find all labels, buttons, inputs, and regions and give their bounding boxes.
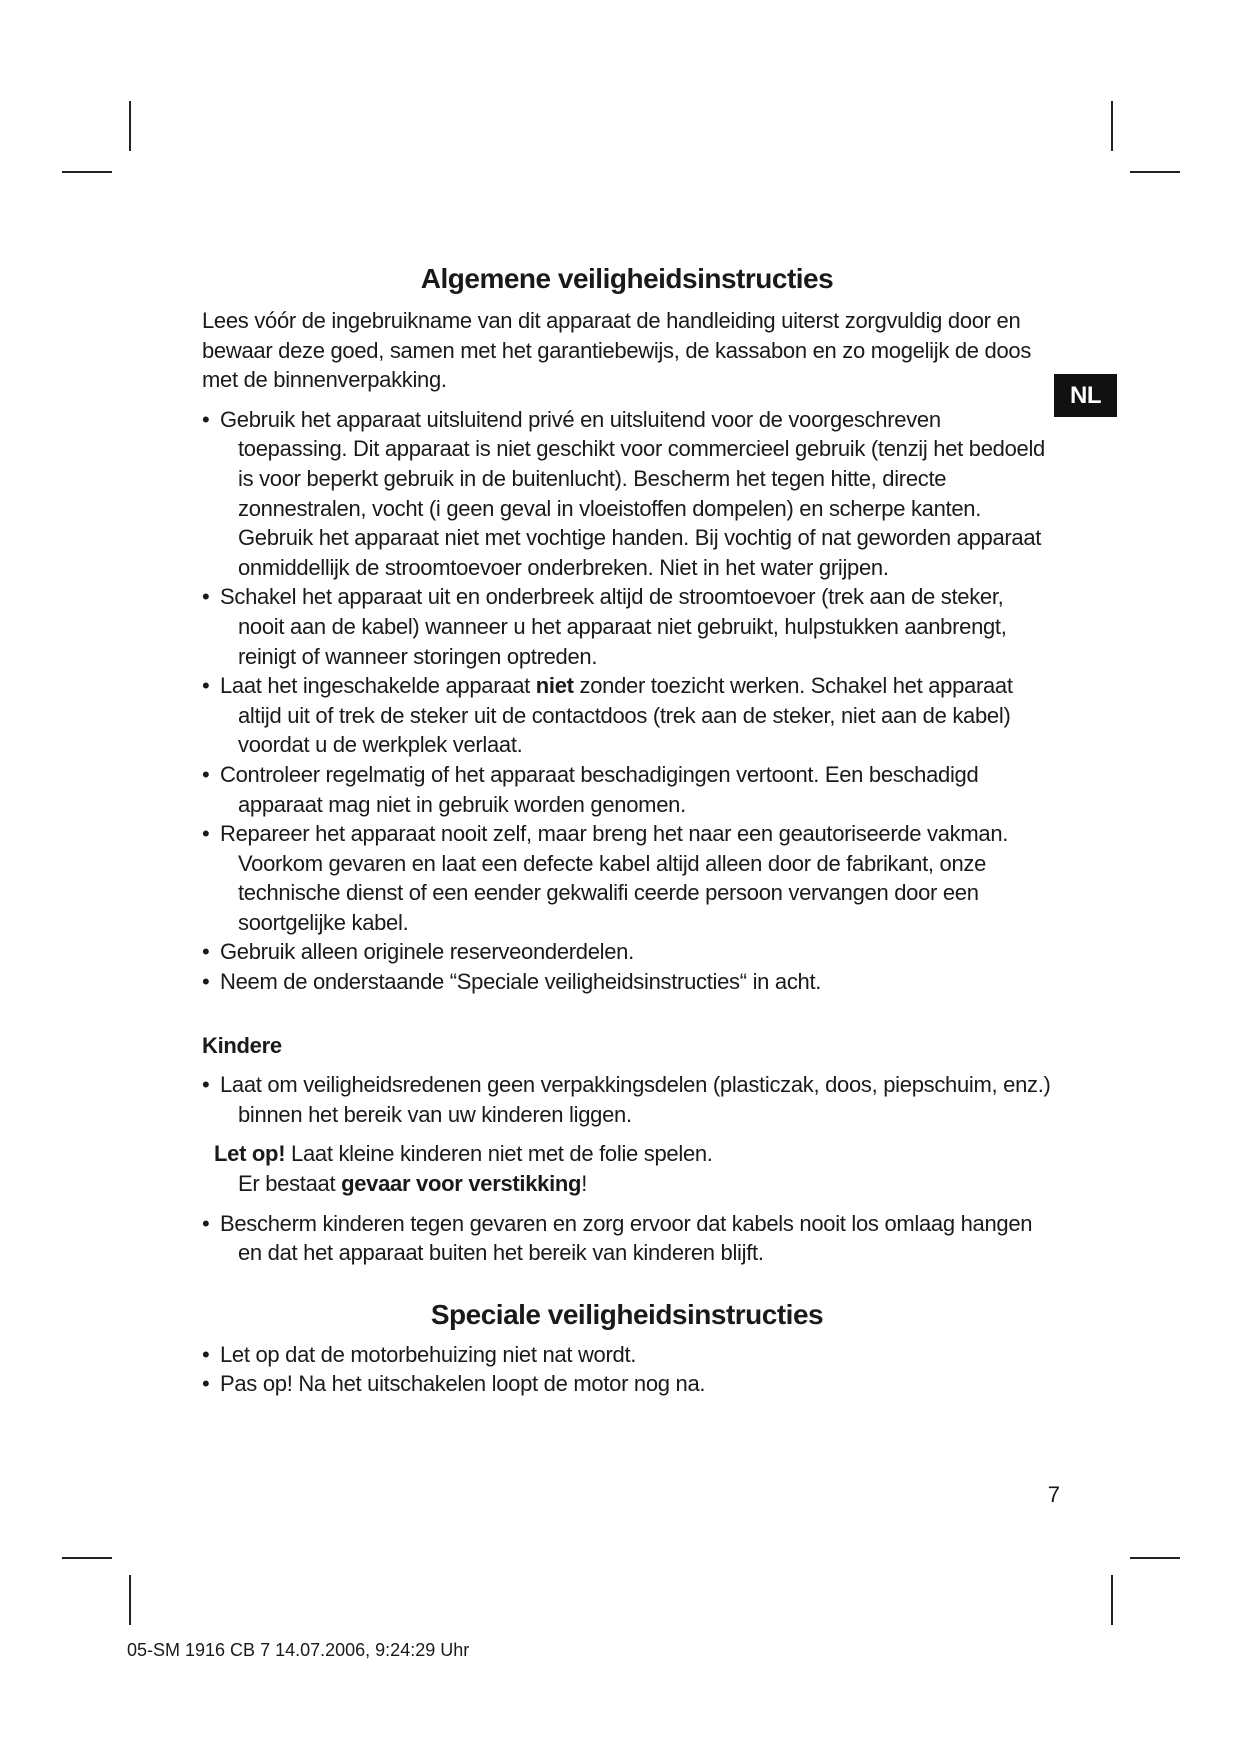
crop-mark bbox=[62, 171, 112, 173]
crop-mark bbox=[1130, 171, 1180, 173]
list-item: • Let op dat de motorbehuizing niet nat wordt. bbox=[202, 1340, 1052, 1370]
general-safety-title: Algemene veiligheidsinstructies bbox=[420, 263, 834, 294]
children-list bbox=[202, 1070, 1052, 1129]
crop-mark bbox=[1130, 1557, 1180, 1559]
list-item: • Neem de onderstaande “Speciale veiligheidsinstructies“ in acht. bbox=[202, 967, 1052, 997]
general-safety-list bbox=[202, 405, 1052, 997]
crop-mark bbox=[62, 1557, 112, 1559]
special-safety-title: Speciale veiligheidsinstructies bbox=[430, 1298, 824, 1330]
print-footer: 05-SM 1916 CB 7 14.07.2006, 9:24:29 Uhr bbox=[127, 1640, 470, 1660]
warning-text: Er bestaat bbox=[238, 1171, 342, 1197]
list-item: • Gebruik het apparaat uitsluitend privé en uitsluitend voor de voorgeschreven toepassing. Dit apparaat is niet geschikt voor commercieel gebruik (tenzij het bedoeld is voor beperkt gebruik in de buitenlucht). Bescherm het tegen hitte, directe zonnestralen, vocht (i geen geval in vloeistoffen dompelen) en scherpe kanten. Gebruik het apparaat niet met vochtige handen. Bij vochtig of nat geworden apparaat onmiddellijk de stroomtoevoer onderbreken. Niet in het water grijpen. bbox=[202, 405, 1052, 583]
list-item-text: Laat het ingeschakelde apparaat bbox=[220, 673, 536, 699]
crop-mark bbox=[1111, 1575, 1113, 1625]
emphasis-text: gevaar voor verstikking bbox=[341, 1171, 582, 1197]
list-item-text: zonder toezicht werken. Schakel het apparaat altijd uit of trek de steker uit de contactdoos (trek aan de steker, niet aan de kabel) voordat u de werkplek verlaat. bbox=[238, 673, 1013, 758]
list-item: • Gebruik alleen originele reserveonderdelen. bbox=[202, 937, 1052, 967]
list-item: • Schakel het apparaat uit en onderbreek altijd de stroomtoevoer (trek aan de steker, nooit aan de kabel) wanneer u het apparaat niet gebruikt, hulpstukken aanbrengt, reinigt of wanneer storingen optreden. bbox=[202, 582, 1052, 671]
warning-label: Let op! bbox=[214, 1141, 286, 1167]
page-content bbox=[202, 262, 1052, 1399]
children-title: Kindere bbox=[202, 1032, 282, 1058]
children-list-2 bbox=[202, 1209, 1052, 1268]
warning-text: ! bbox=[581, 1171, 588, 1197]
warning-note bbox=[214, 1139, 1052, 1198]
crop-mark bbox=[129, 101, 131, 151]
list-item: • Controleer regelmatig of het apparaat beschadigingen vertoont. Een beschadigd apparaat mag niet in gebruik worden genomen. bbox=[202, 760, 1052, 819]
page-number: 7 bbox=[1047, 1482, 1060, 1507]
list-item: • Laat om veiligheidsredenen geen verpakkingsdelen (plasticzak, doos, piepschuim, enz.) binnen het bereik van uw kinderen liggen. bbox=[202, 1070, 1052, 1129]
crop-mark bbox=[1111, 101, 1113, 151]
list-item: • Pas op! Na het uitschakelen loopt de motor nog na. bbox=[202, 1369, 1052, 1399]
warning-text: Laat kleine kinderen niet met de folie spelen. bbox=[285, 1141, 713, 1167]
list-item: • Bescherm kinderen tegen gevaren en zorg ervoor dat kabels nooit los omlaag hangen en dat het apparaat buiten het bereik van kinderen blijft. bbox=[202, 1209, 1052, 1268]
intro-paragraph: Lees vóór de ingebruikname van dit apparaat de handleiding uiterst zorgvuldig door en bewaar deze goed, samen met het garantiebewijs, de kassabon en zo mogelijk de doos met de binnenverpakking. bbox=[202, 308, 1032, 393]
warning-line-2 bbox=[214, 1169, 1052, 1199]
list-item bbox=[202, 671, 1052, 760]
crop-mark bbox=[129, 1575, 131, 1625]
list-item: • Repareer het apparaat nooit zelf, maar breng het naar een geautoriseerde vakman. Voorkom gevaren en laat een defecte kabel altijd alleen door de fabrikant, onze technische dienst of een eender gekwalifi ceerde persoon vervangen door een soortgelijke kabel. bbox=[202, 819, 1052, 937]
special-safety-list bbox=[202, 1340, 1052, 1399]
emphasis-text: niet bbox=[535, 673, 574, 699]
language-badge: NL bbox=[1054, 374, 1117, 417]
